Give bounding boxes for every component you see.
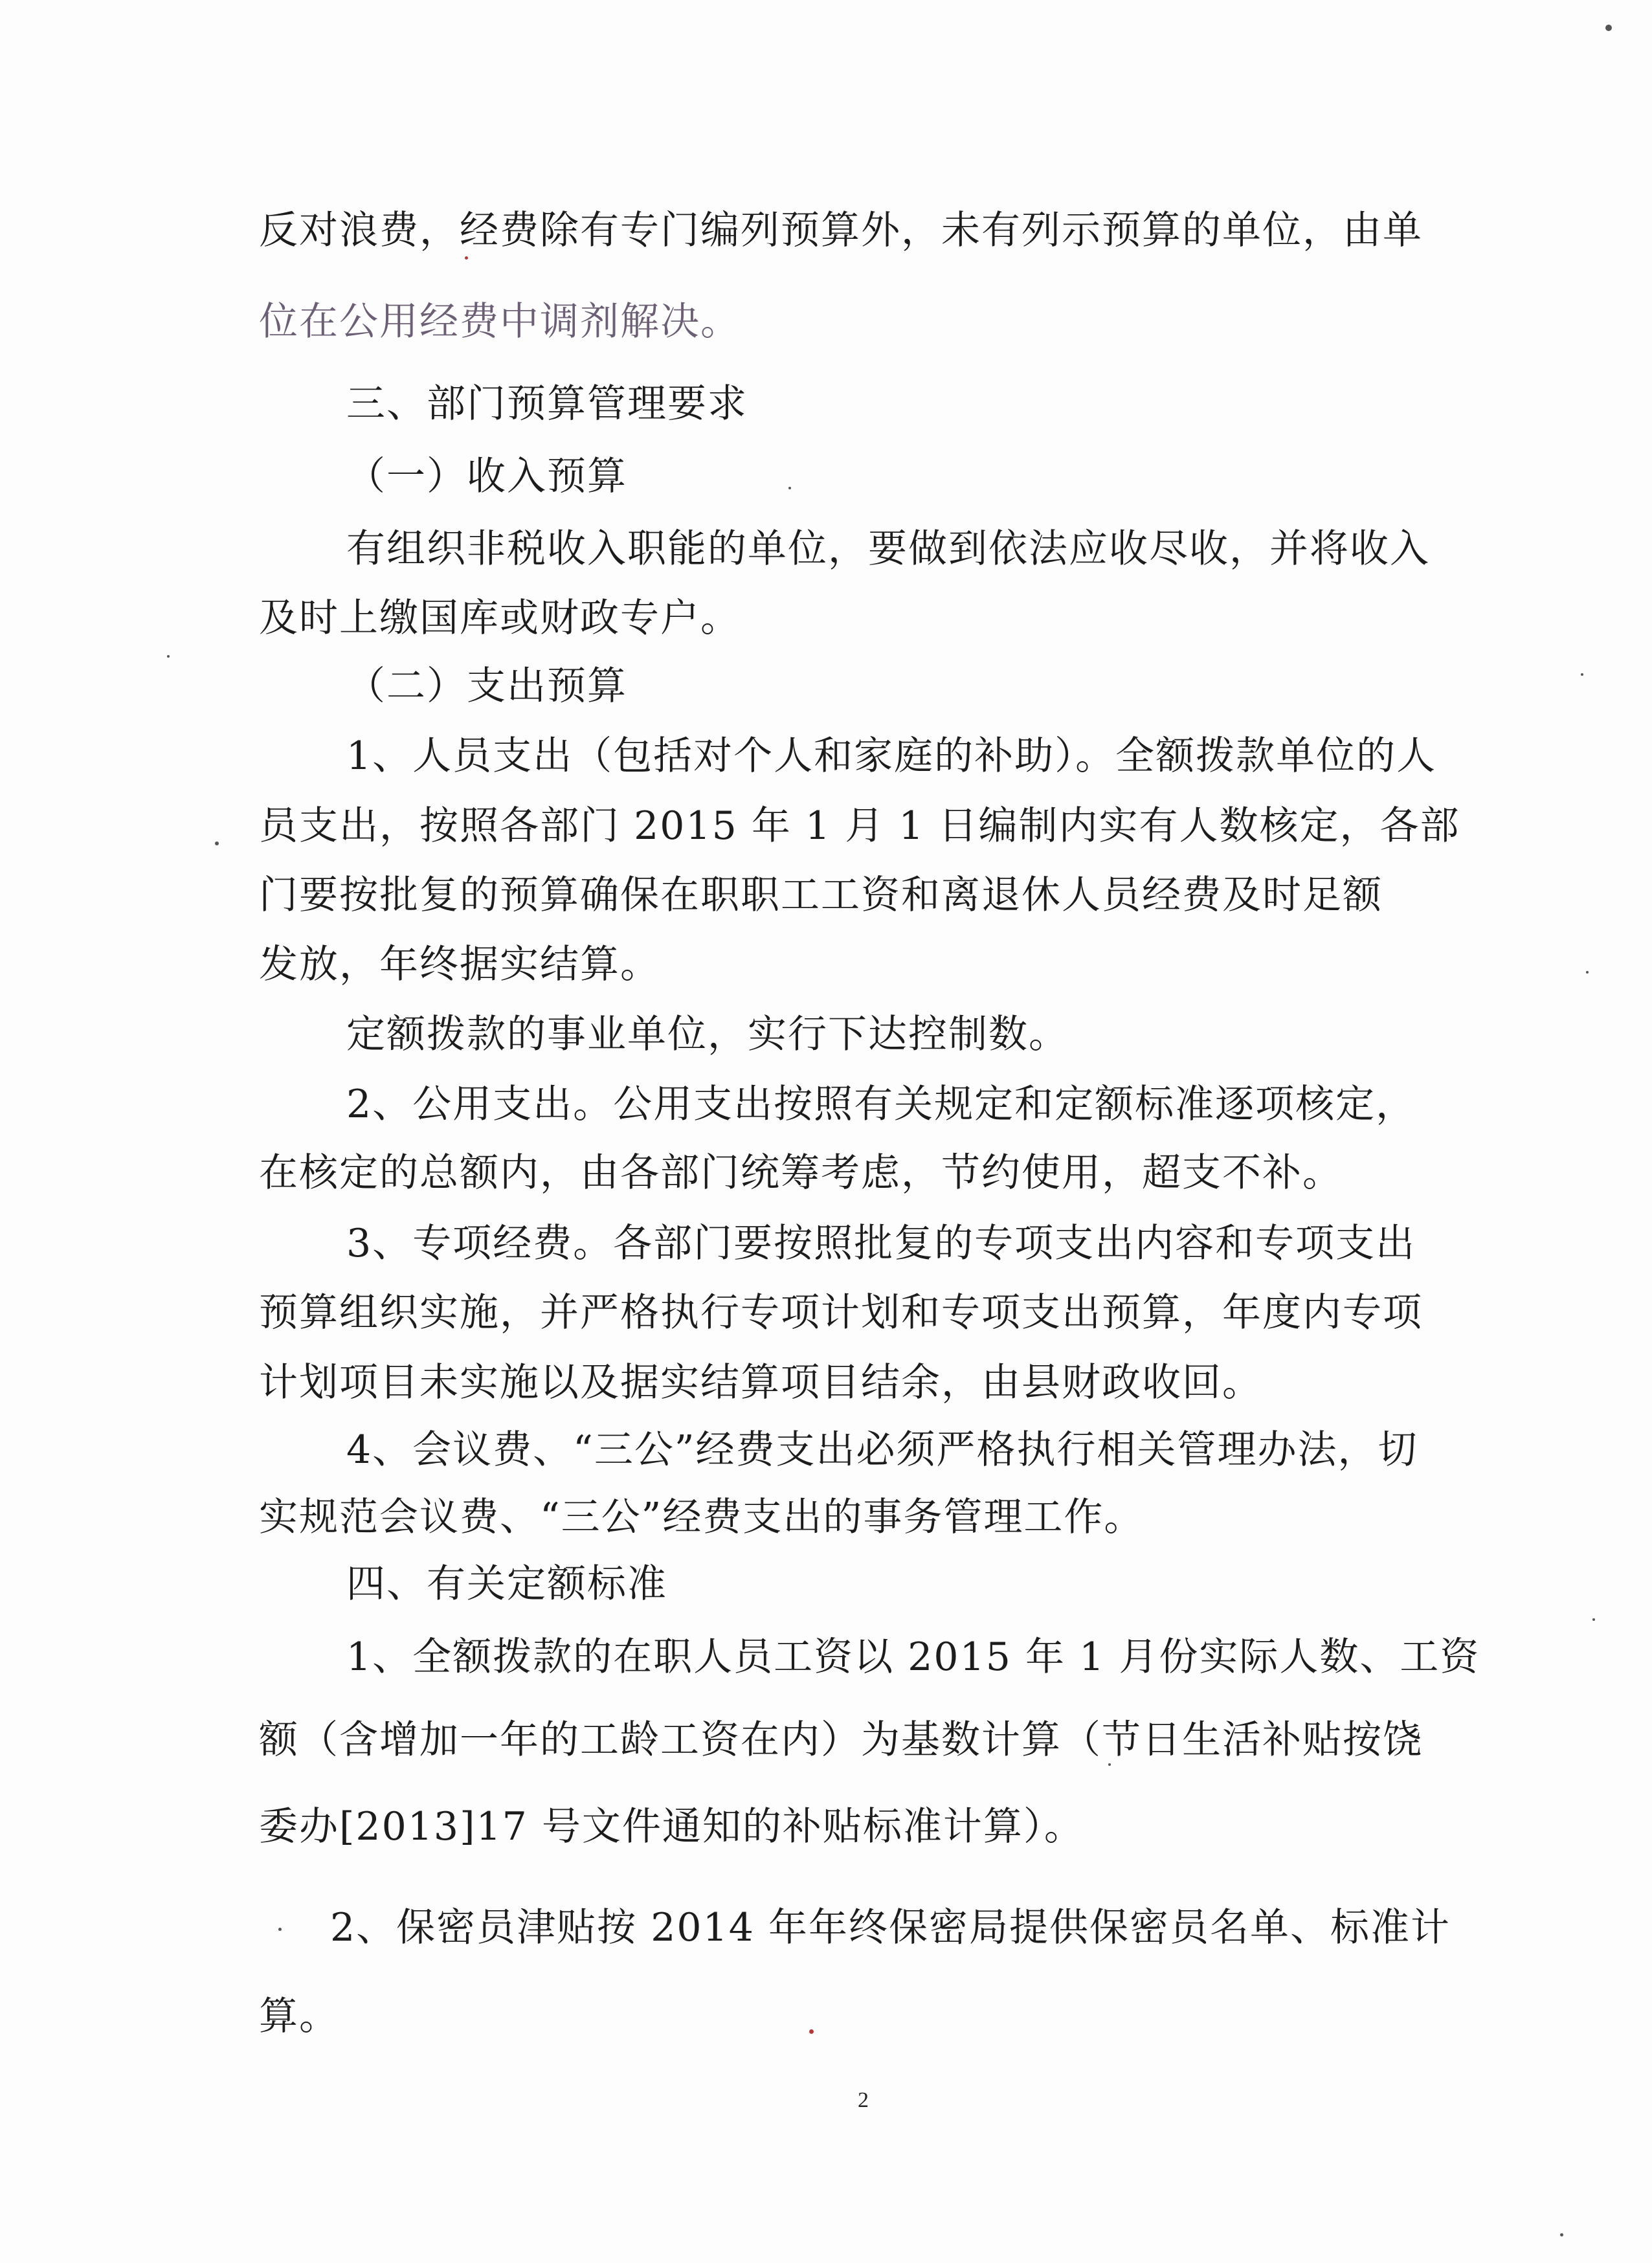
text-line: 1、全额拨款的在职人员工资以 2015 年 1 月份实际人数、工资 <box>346 1634 1480 1680</box>
text-line: 有组织非税收入职能的单位，要做到依法应收尽收，并将收入 <box>346 526 1430 572</box>
scan-speck <box>1592 1618 1595 1621</box>
scan-speck <box>215 842 219 845</box>
section-heading: 四、有关定额标准 <box>346 1561 667 1607</box>
text-line: 2、公用支出。公用支出按照有关规定和定额标准逐项核定， <box>346 1082 1416 1127</box>
scan-speck <box>788 487 791 489</box>
text-line: 委办[2013]17 号文件通知的补贴标准计算）。 <box>259 1804 1084 1849</box>
text-line: 门要按批复的预算确保在职职工工资和离退休人员经费及时足额 <box>259 873 1383 918</box>
text-line: 员支出，按照各部门 2015 年 1 月 1 日编制内实有人数核定，各部 <box>259 803 1460 849</box>
subsection-heading: （一）收入预算 <box>346 454 627 499</box>
text-line: 算。 <box>259 1994 339 2039</box>
text-line: 实规范会议费、“三公”经费支出的事务管理工作。 <box>259 1495 1144 1540</box>
text-line: 定额拨款的事业单位，实行下达控制数。 <box>346 1012 1069 1057</box>
text-line: 计划项目未实施以及据实结算项目结余，由县财政收回。 <box>259 1360 1262 1405</box>
scan-speck <box>465 256 468 260</box>
scan-speck <box>1605 25 1612 31</box>
text-line: 反对浪费，经费除有专门编列预算外，未有列示预算的单位，由单 <box>259 208 1423 253</box>
text-line: 4、会议费、“三公”经费支出必须严格执行相关管理办法，切 <box>346 1427 1418 1473</box>
scan-speck <box>1560 2233 1563 2236</box>
scan-speck <box>1586 971 1589 974</box>
text-line: 位在公用经费中调剂解决。 <box>259 299 741 344</box>
scan-speck <box>809 2029 814 2034</box>
text-line: 1、人员支出（包括对个人和家庭的补助）。全额拨款单位的人 <box>346 733 1437 779</box>
scan-speck <box>167 655 170 658</box>
scan-speck <box>1108 1763 1111 1766</box>
scan-speck <box>278 1928 282 1931</box>
scan-speck <box>1581 673 1583 676</box>
text-line: 发放，年终据实结算。 <box>259 942 660 987</box>
text-line: 2、保密员津贴按 2014 年年终保密局提供保密员名单、标准计 <box>330 1905 1451 1950</box>
text-line: 3、专项经费。各部门要按照批复的专项支出内容和专项支出 <box>346 1221 1416 1266</box>
text-line: 额（含增加一年的工龄工资在内）为基数计算（节日生活补贴按饶 <box>259 1717 1423 1763</box>
section-heading: 三、部门预算管理要求 <box>346 381 748 427</box>
text-line: 预算组织实施，并严格执行专项计划和专项支出预算，年度内专项 <box>259 1290 1423 1335</box>
subsection-heading: （二）支出预算 <box>346 663 627 709</box>
page-number: 2 <box>858 2088 869 2112</box>
text-line: 在核定的总额内，由各部门统筹考虑，节约使用，超支不补。 <box>259 1150 1343 1196</box>
text-line: 及时上缴国库或财政专户。 <box>259 596 741 641</box>
